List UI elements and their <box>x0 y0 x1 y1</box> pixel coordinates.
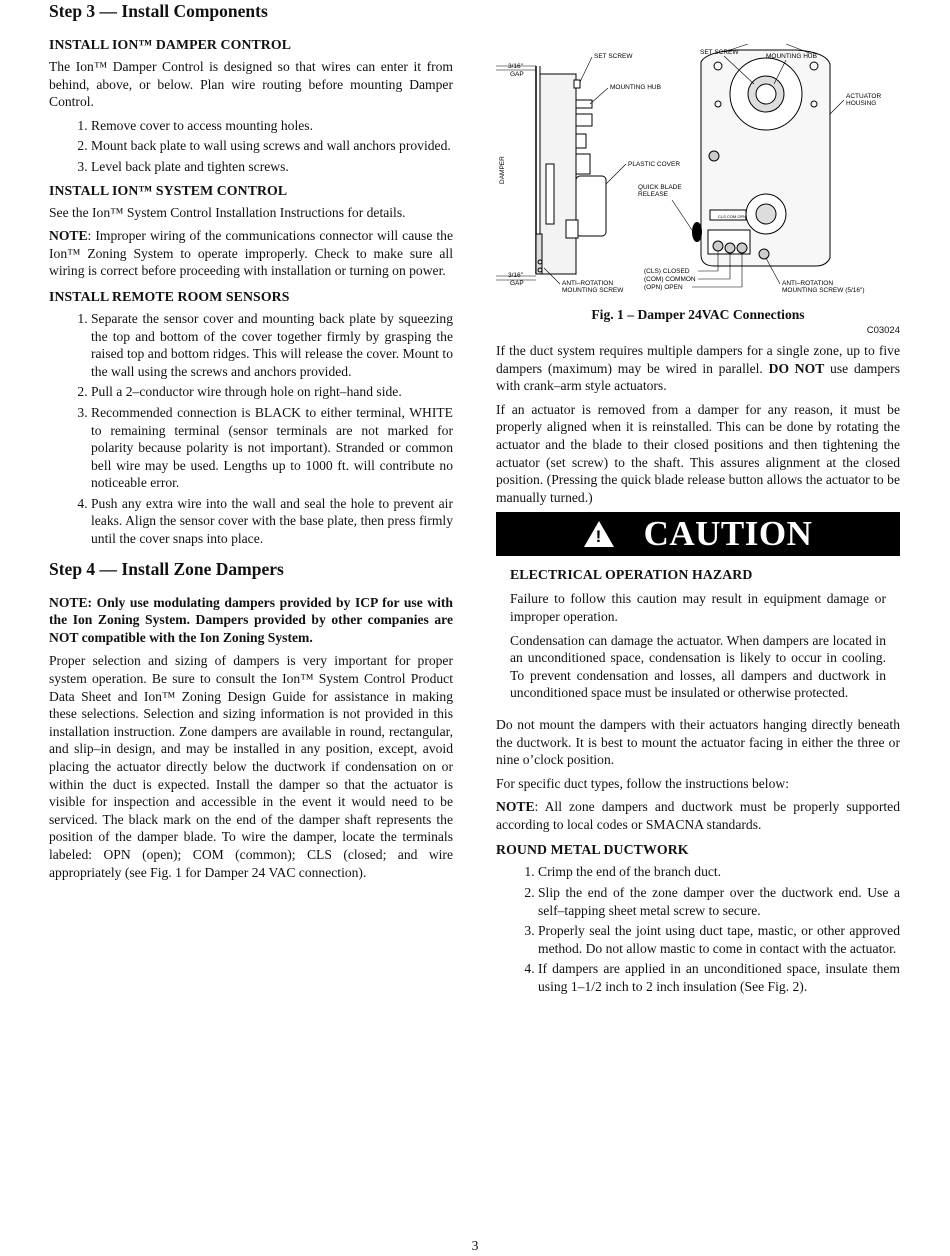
round-ductwork-steps <box>496 863 900 995</box>
caution-body <box>496 566 900 702</box>
sensors-steps <box>49 310 453 548</box>
gap-top-label-2: GAP <box>510 71 524 78</box>
note-label: NOTE <box>496 799 535 815</box>
step4-text: Proper selection and sizing of dampers is very important for proper system operation. Be sure to consult the Ion™ System Control Product Data Sheet and Ion™ Zoning Design Guide for assistance in making these selections. Selection and sizing information is not provided in this installation instruction. Zone dampers are available in round, rectangular, and slip–in design, and may be installed in any position, except, avoid placing the actuator directly below the ductwork if condensation on or within the duct is expected. Install the damper so that the actuator is visible for inspection and accessible in the event it would need to be serviced. The black mark on the end of the damper shaft represents the position of the damper blade. To wire the damper, locate the terminals labeled: OPN (open); COM (common); CLS (closed; and wire appropriately (see Fig. 1 for Damper 24 VAC connection). <box>49 653 453 880</box>
list-item: 2. Mount back plate to wall using screws and wall anchors provided. <box>91 137 453 155</box>
list-item: 1. Separate the sensor cover and mounting back plate by squeezing the top and bottom of the cover together firmly by grasping the raised top and bottom ridges. This will release the cover. Mount to the wall using the screws and anchors provided. <box>91 310 453 380</box>
list-item: 4. Push any extra wire into the wall and seal the hole to prevent air leaks. Align the sensor cover with the base plate, then press firmly until the cover snaps into place. <box>91 495 453 548</box>
gap-bottom-label-2: GAP <box>510 280 524 287</box>
list-item: 1. Remove cover to access mounting holes. <box>91 117 453 135</box>
caution-heading: ELECTRICAL OPERATION HAZARD <box>510 567 753 583</box>
step4-title: Step 4 — Install Zone Dampers <box>49 558 284 579</box>
caution-word: CAUTION <box>643 514 813 554</box>
page-number: 3 <box>471 1238 479 1253</box>
damper-diagram-svg <box>496 44 900 306</box>
list-item: 3. Level back plate and tighten screws. <box>91 158 453 176</box>
warning-symbol: ! <box>595 527 602 547</box>
multi-dampers-c: use dampers with crank–arm style actuators. <box>496 360 901 394</box>
front-view <box>701 44 830 266</box>
damper-control-steps <box>49 117 453 176</box>
figure-caption: Fig. 1 – Damper 24VAC Connections <box>591 307 805 322</box>
sensors-heading: INSTALL REMOTE ROOM SENSORS <box>49 288 290 304</box>
list-item: 1. Crimp the end of the branch duct. <box>538 863 900 881</box>
list-item: 4. If dampers are applied in an unconditioned space, insulate them using 1–1/2 inch to 2 inch insulation (See Fig. 2). <box>538 960 900 995</box>
actuator-removed-text: If an actuator is removed from a damper for any reason, it must be properly aligned when it is reinstalled. This can be done by rotating the actuator and the blade to their closed positions and then tightening the actuator (set screw) to the shaft. This assures alignment at the closed position. (Pressing the quick blade release button allows the actuator to be manually turned.) <box>496 401 900 505</box>
quick-blade-label-1: QUICK BLADE <box>638 184 682 191</box>
anti-rotation-right-label-2: MOUNTING SCREW (5/16") <box>782 287 865 294</box>
multi-dampers-a: If the duct system requires multiple dampers for a single zone, up to five dampers (maximum) may be wired in parallel. <box>496 343 900 376</box>
system-note <box>49 227 453 280</box>
list-item: 2. Pull a 2–conductor wire through hole on right–hand side. <box>91 383 453 401</box>
plastic-cover-label: PLASTIC COVER <box>628 161 681 168</box>
multi-dampers-text <box>496 342 900 395</box>
do-not-emphasis: DO NOT <box>768 360 825 376</box>
step3-title: Step 3 — Install Components <box>49 1 268 21</box>
list-item: 3. Properly seal the joint using duct tape, mastic, or other approved method. Do not allow mastic to come in contact with the actuator. <box>538 922 900 957</box>
support-note <box>496 798 900 833</box>
mounting-hub-left-label: MOUNTING HUB <box>610 84 661 91</box>
figure-code: C03024 <box>866 325 900 336</box>
note-text: : All zone dampers and ductwork must be properly supported according to local codes or SMACNA standards. <box>496 799 900 832</box>
actuator-housing-label-1: ACTUATOR <box>846 93 882 100</box>
caution-p1: Failure to follow this caution may result in equipment damage or improper operation. <box>510 591 886 624</box>
list-item: 3. Recommended connection is BLACK to either terminal, WHITE to remaining terminal (sensor terminals are not marked for polarity because polarity is not important). Stranded or common bell wire may be used. Lengths up to 1000 ft. will contribute no noticeable error. <box>91 404 453 492</box>
list-item: 2. Slip the end of the zone damper over the ductwork end. Use a self–tapping sheet metal screw to secure. <box>538 884 900 919</box>
set-screw-right-label: SET SCREW <box>700 49 739 56</box>
caution-p2: Condensation can damage the actuator. When dampers are located in an unconditioned space, condensation is likely to occur in cooling. To prevent condensation and losses, all dampers and ductwork in unconditioned space must be insulated or otherwise protected. <box>510 632 886 701</box>
right-column <box>496 342 900 1002</box>
gap-top-label: 3/16" <box>508 63 523 70</box>
damper-control-intro: The Ion™ Damper Control is designed so that wires can enter it from behind, above, or below. Plan wire routing before mounting Damper Control. <box>49 59 453 110</box>
opn-label: (OPN) OPEN <box>644 284 683 291</box>
damper-control-heading: INSTALL ION™ DAMPER CONTROL <box>49 37 292 52</box>
system-control-text: See the Ion™ System Control Installation Instructions for details. <box>49 204 406 220</box>
cls-label: (CLS) CLOSED <box>644 268 690 275</box>
specific-text: For specific duct types, follow the instructions below: <box>496 775 789 791</box>
step4-note: NOTE: Only use modulating dampers provided by ICP for use with the Ion Zoning System. Dampers provided by other companies are NOT compatible with the Ion Zoning System. <box>49 594 453 645</box>
anti-rotation-left-label-2: MOUNTING SCREW <box>562 287 624 294</box>
terminal-strip-icon: CLS COM OPN <box>718 214 747 219</box>
side-view <box>496 66 606 280</box>
actuator-housing-label-2: HOUSING <box>846 100 877 107</box>
mounting-hub-right-label: MOUNTING HUB <box>766 53 817 60</box>
damper-diagram <box>496 44 900 306</box>
gap-bottom-label: 3/16" <box>508 272 523 279</box>
note-label: NOTE <box>49 228 88 244</box>
damper-label: DAMPER <box>499 156 506 184</box>
quick-blade-label-2: RELEASE <box>638 191 668 198</box>
system-control-heading: INSTALL ION™ SYSTEM CONTROL <box>49 182 288 198</box>
com-label: (COM) COMMON <box>644 276 696 283</box>
note-text: : Improper wiring of the communications connector will cause the Ion™ Zoning System to operate improperly. Check to make sure all wiring is correct before proceeding with installation or turning on power. <box>49 228 453 279</box>
anti-rotation-left-label-1: ANTI–ROTATION <box>562 280 614 287</box>
mount-text: Do not mount the dampers with their actuators hanging directly beneath the ductwork. It is best to mount the actuator facing in either the three or nine o’clock position. <box>496 716 900 768</box>
round-ductwork-heading: ROUND METAL DUCTWORK <box>496 842 689 858</box>
anti-rotation-right-label-1: ANTI–ROTATION <box>782 280 834 287</box>
set-screw-left-label: SET SCREW <box>594 53 633 60</box>
left-column <box>49 0 453 887</box>
quick-blade-release-icon <box>692 222 702 242</box>
warning-triangle-icon <box>584 521 614 547</box>
caution-banner <box>496 512 900 556</box>
